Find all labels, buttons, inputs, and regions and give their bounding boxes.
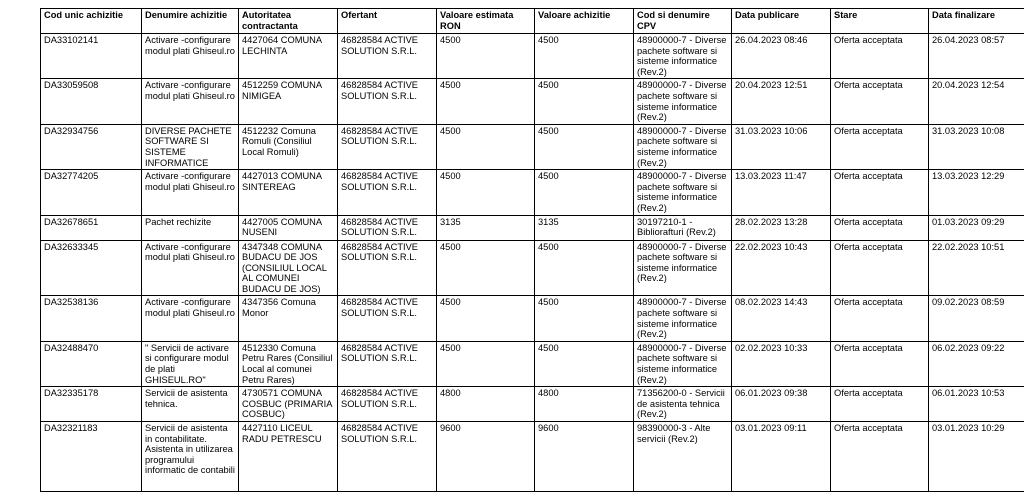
cell-cpv: 48900000-7 - Diverse pachete software si sisteme informatice (Rev.2) <box>634 296 732 341</box>
cell-ofertant: 46828584 ACTIVE SOLUTION S.R.L. <box>338 124 437 169</box>
cell-autoritatea: 4347348 COMUNA BUDACU DE JOS (CONSILIUL LOCAL AL COMUNEI BUDACU DE JOS) <box>239 240 338 296</box>
document-sheet <box>40 8 1024 499</box>
cell-valoare-estimata: 4800 <box>437 387 535 422</box>
cell-valoare-achizitie: 4500 <box>535 34 634 79</box>
cell-valoare-achizitie: 4500 <box>535 79 634 124</box>
cell-cpv: 48900000-7 - Diverse pachete software si sisteme informatice (Rev.2) <box>634 240 732 296</box>
header-cod-unic: Cod unic achizitie <box>41 9 142 34</box>
table-row <box>41 387 1024 422</box>
cell-autoritatea: 4512330 Comuna Petru Rares (Consiliul Local al comunei Petru Rares) <box>239 341 338 386</box>
cell-ofertant: 46828584 ACTIVE SOLUTION S.R.L. <box>338 387 437 422</box>
cell-cpv: 48900000-7 - Diverse pachete software si sisteme informatice (Rev.2) <box>634 34 732 79</box>
cell-valoare-estimata: 4500 <box>437 170 535 215</box>
cell-autoritatea: 4427005 COMUNA NUSENI <box>239 215 338 240</box>
cell-data-finalizare: 13.03.2023 12:29 <box>929 170 1024 215</box>
cell-valoare-estimata: 9600 <box>437 422 535 492</box>
cell-cpv: 48900000-7 - Diverse pachete software si sisteme informatice (Rev.2) <box>634 170 732 215</box>
cell-data-finalizare: 31.03.2023 10:08 <box>929 124 1024 169</box>
cell-stare: Oferta acceptata <box>831 387 929 422</box>
header-row <box>41 9 1024 34</box>
cell-cod-unic: DA32678651 <box>41 215 142 240</box>
cell-valoare-estimata: 3135 <box>437 215 535 240</box>
cell-data-publicare: 03.01.2023 09:11 <box>732 422 831 492</box>
cell-data-publicare: 26.04.2023 08:46 <box>732 34 831 79</box>
cell-cod-unic: DA32321183 <box>41 422 142 492</box>
cell-cod-unic: DA32934756 <box>41 124 142 169</box>
cell-data-publicare: 13.03.2023 11:47 <box>732 170 831 215</box>
cell-stare: Oferta acceptata <box>831 341 929 386</box>
cell-denumire: Activare -configurare modul plati Ghiseul.ro <box>142 296 239 341</box>
cell-denumire: Activare -configurare modul plati Ghiseul.ro <box>142 34 239 79</box>
cell-ofertant: 46828584 ACTIVE SOLUTION S.R.L. <box>338 215 437 240</box>
cell-ofertant: 46828584 ACTIVE SOLUTION S.R.L. <box>338 79 437 124</box>
cell-stare: Oferta acceptata <box>831 422 929 492</box>
cell-data-finalizare: 26.04.2023 08:57 <box>929 34 1024 79</box>
cell-valoare-achizitie: 4500 <box>535 240 634 296</box>
table-row <box>41 422 1024 492</box>
cell-autoritatea: 4512232 Comuna Romuli (Consiliul Local Romuli) <box>239 124 338 169</box>
cell-valoare-estimata: 4500 <box>437 79 535 124</box>
cell-cpv: 98390000-3 - Alte servicii (Rev.2) <box>634 422 732 492</box>
cell-stare: Oferta acceptata <box>831 215 929 240</box>
cell-ofertant: 46828584 ACTIVE SOLUTION S.R.L. <box>338 296 437 341</box>
cell-ofertant: 46828584 ACTIVE SOLUTION S.R.L. <box>338 341 437 386</box>
header-denumire: Denumire achizitie <box>142 9 239 34</box>
cell-autoritatea: 4347356 Comuna Monor <box>239 296 338 341</box>
cell-valoare-estimata: 4500 <box>437 124 535 169</box>
cell-valoare-estimata: 4500 <box>437 240 535 296</box>
cell-data-publicare: 22.02.2023 10:43 <box>732 240 831 296</box>
cell-cod-unic: DA32633345 <box>41 240 142 296</box>
table-row <box>41 34 1024 79</box>
table-row <box>41 215 1024 240</box>
cell-cod-unic: DA32538136 <box>41 296 142 341</box>
cell-stare: Oferta acceptata <box>831 79 929 124</box>
cell-ofertant: 46828584 ACTIVE SOLUTION S.R.L. <box>338 170 437 215</box>
cell-cod-unic: DA32774205 <box>41 170 142 215</box>
cell-ofertant: 46828584 ACTIVE SOLUTION S.R.L. <box>338 240 437 296</box>
cell-cpv: 48900000-7 - Diverse pachete software si sisteme informatice (Rev.2) <box>634 124 732 169</box>
header-valoare-achizitie: Valoare achizitie <box>535 9 634 34</box>
cell-stare: Oferta acceptata <box>831 240 929 296</box>
acquisitions-table <box>40 8 1024 492</box>
cell-autoritatea: 4427064 COMUNA LECHINTA <box>239 34 338 79</box>
header-cpv: Cod si denumire CPV <box>634 9 732 34</box>
cell-cod-unic: DA32488470 <box>41 341 142 386</box>
cell-denumire: Activare -configurare modul plati Ghiseul.ro <box>142 240 239 296</box>
cell-valoare-estimata: 4500 <box>437 341 535 386</box>
cell-valoare-achizitie: 4500 <box>535 170 634 215</box>
cell-ofertant: 46828584 ACTIVE SOLUTION S.R.L. <box>338 422 437 492</box>
header-valoare-estimata: Valoare estimata RON <box>437 9 535 34</box>
cell-denumire: Activare -configurare modul plati Ghiseul.ro <box>142 79 239 124</box>
header-data-publicare: Data publicare <box>732 9 831 34</box>
cell-valoare-estimata: 4500 <box>437 296 535 341</box>
header-autoritatea: Autoritatea contractanta <box>239 9 338 34</box>
cell-data-publicare: 20.04.2023 12:51 <box>732 79 831 124</box>
cell-data-finalizare: 03.01.2023 10:29 <box>929 422 1024 492</box>
cell-cpv: 48900000-7 - Diverse pachete software si sisteme informatice (Rev.2) <box>634 341 732 386</box>
cell-autoritatea: 4427013 COMUNA SINTEREAG <box>239 170 338 215</box>
cell-data-finalizare: 20.04.2023 12:54 <box>929 79 1024 124</box>
cell-data-finalizare: 09.02.2023 08:59 <box>929 296 1024 341</box>
cell-cpv: 30197210-1 - Bibliorafturi (Rev.2) <box>634 215 732 240</box>
cell-data-publicare: 02.02.2023 10:33 <box>732 341 831 386</box>
cell-denumire: Servicii de asistenta in contabilitate. Asistenta in utilizarea programului informatic de contabili <box>142 422 239 492</box>
table-row <box>41 240 1024 296</box>
cell-data-finalizare: 22.02.2023 10:51 <box>929 240 1024 296</box>
header-stare: Stare <box>831 9 929 34</box>
cell-valoare-achizitie: 4800 <box>535 387 634 422</box>
cell-cod-unic: DA32335178 <box>41 387 142 422</box>
cell-valoare-achizitie: 9600 <box>535 422 634 492</box>
cell-data-publicare: 06.01.2023 09:38 <box>732 387 831 422</box>
cell-cod-unic: DA33059508 <box>41 79 142 124</box>
header-data-finalizare: Data finalizare <box>929 9 1024 34</box>
cell-data-finalizare: 01.03.2023 09:29 <box>929 215 1024 240</box>
cell-autoritatea: 4512259 COMUNA NIMIGEA <box>239 79 338 124</box>
cell-cpv: 48900000-7 - Diverse pachete software si sisteme informatice (Rev.2) <box>634 79 732 124</box>
header-ofertant: Ofertant <box>338 9 437 34</box>
cell-valoare-achizitie: 4500 <box>535 124 634 169</box>
cell-valoare-achizitie: 4500 <box>535 296 634 341</box>
cell-data-publicare: 08.02.2023 14:43 <box>732 296 831 341</box>
cell-denumire: Servicii de asistenta tehnica. <box>142 387 239 422</box>
cell-data-finalizare: 06.01.2023 10:53 <box>929 387 1024 422</box>
table-row <box>41 341 1024 386</box>
cell-stare: Oferta acceptata <box>831 170 929 215</box>
cell-denumire: Activare -configurare modul plati Ghiseul.ro <box>142 170 239 215</box>
cell-data-publicare: 31.03.2023 10:06 <box>732 124 831 169</box>
cell-stare: Oferta acceptata <box>831 124 929 169</box>
table-row <box>41 296 1024 341</box>
cell-denumire: DIVERSE PACHETE SOFTWARE SI SISTEME INFORMATICE <box>142 124 239 169</box>
cell-stare: Oferta acceptata <box>831 296 929 341</box>
cell-valoare-achizitie: 3135 <box>535 215 634 240</box>
table-row <box>41 79 1024 124</box>
cell-denumire: " Servicii de activare si configurare modul de plati GHISEUL.RO" <box>142 341 239 386</box>
cell-ofertant: 46828584 ACTIVE SOLUTION S.R.L. <box>338 34 437 79</box>
cell-autoritatea: 4730571 COMUNA COSBUC (PRIMARIA COSBUC) <box>239 387 338 422</box>
cell-cod-unic: DA33102141 <box>41 34 142 79</box>
cell-valoare-achizitie: 4500 <box>535 341 634 386</box>
cell-data-finalizare: 06.02.2023 09:22 <box>929 341 1024 386</box>
cell-data-publicare: 28.02.2023 13:28 <box>732 215 831 240</box>
cell-cpv: 71356200-0 - Servicii de asistenta tehnica (Rev.2) <box>634 387 732 422</box>
cell-denumire: Pachet rechizite <box>142 215 239 240</box>
table-row <box>41 124 1024 169</box>
cell-autoritatea: 4427110 LICEUL RADU PETRESCU <box>239 422 338 492</box>
cell-valoare-estimata: 4500 <box>437 34 535 79</box>
cell-stare: Oferta acceptata <box>831 34 929 79</box>
table-body <box>41 34 1024 492</box>
table-row <box>41 170 1024 215</box>
